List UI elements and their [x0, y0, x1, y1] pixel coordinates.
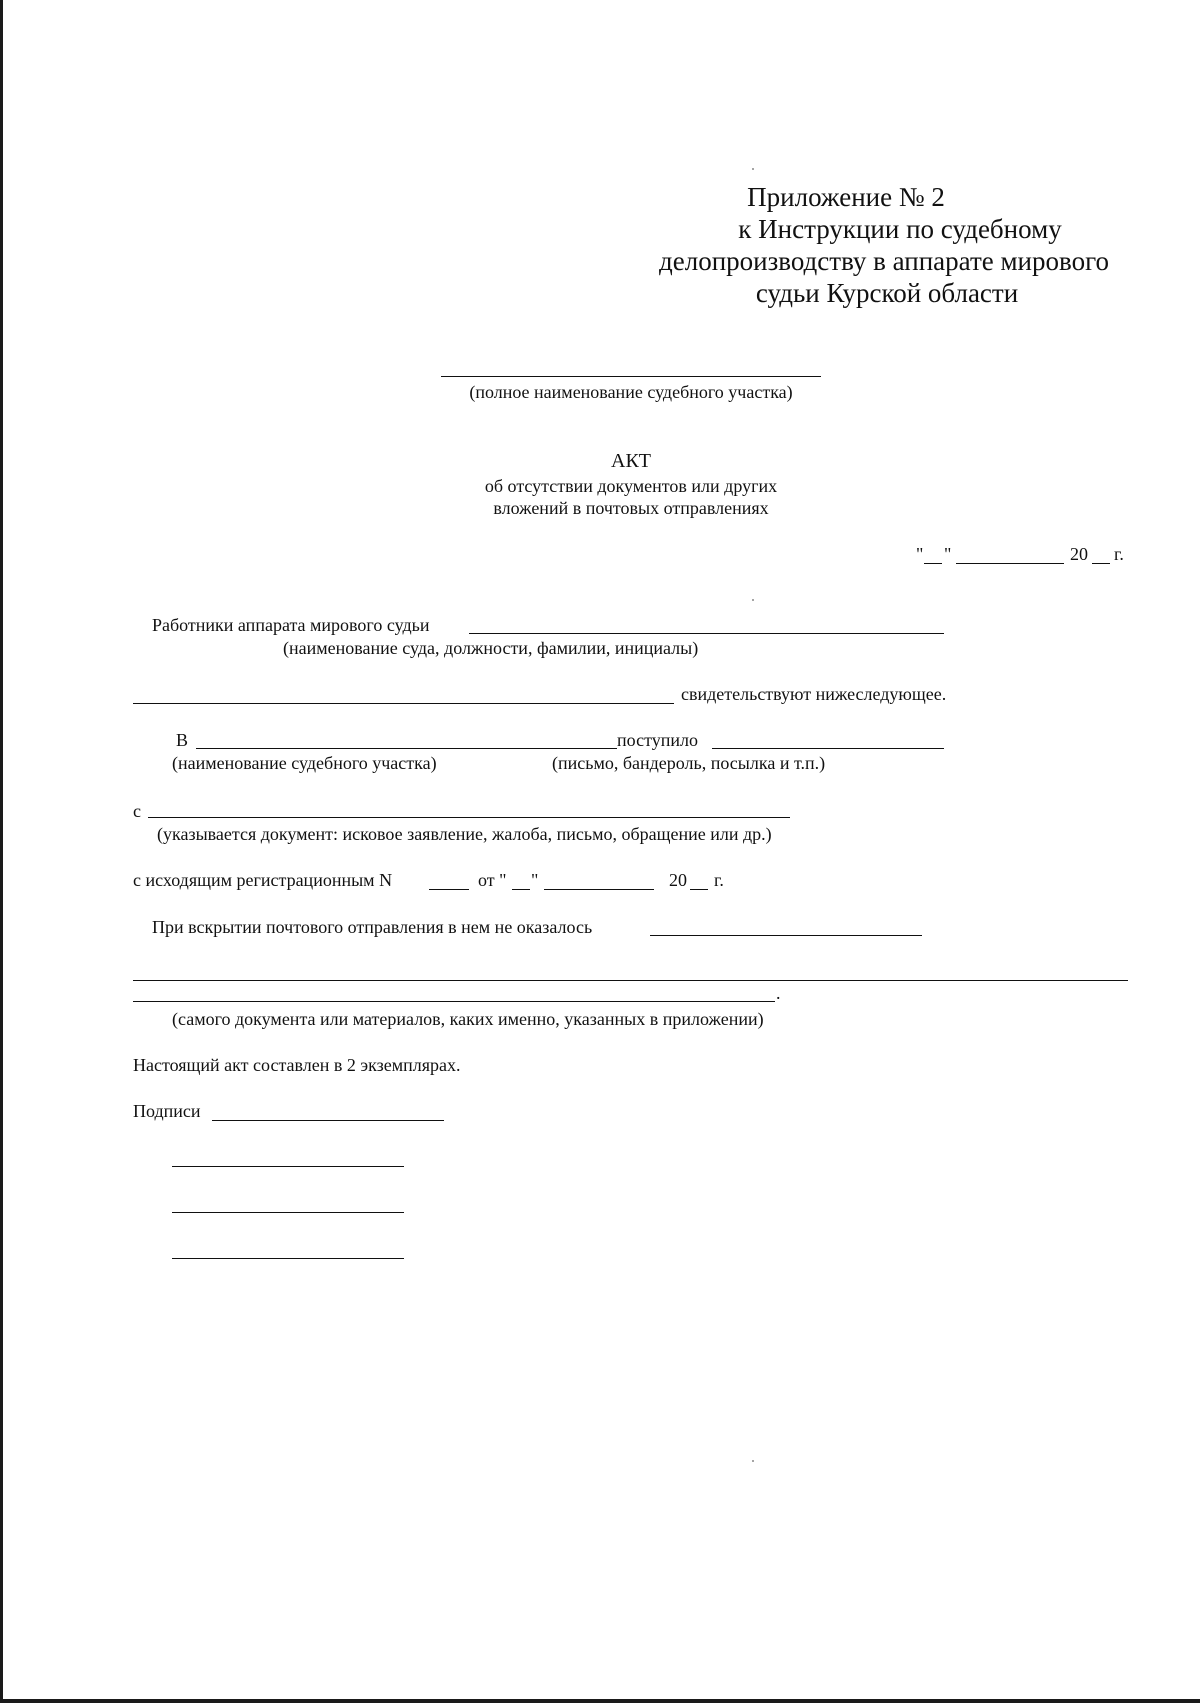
signature-line-1 — [212, 1120, 444, 1121]
outgoing-month-blank — [544, 889, 654, 890]
received-caption-left: (наименование судебного участка) — [172, 753, 437, 773]
outgoing-number-blank — [429, 889, 469, 890]
outgoing-year-prefix: 20 — [669, 870, 687, 890]
signature-line-4 — [172, 1258, 404, 1259]
document-caption: (указывается документ: исковое заявление, жалоба, письмо, обращение или др.) — [157, 824, 772, 844]
missing-blank-2 — [133, 980, 1128, 981]
date-year-prefix: 20 — [1070, 544, 1088, 564]
appendix-number: Приложение № 2 — [747, 182, 945, 212]
court-section-blank — [196, 748, 617, 749]
workers-blank-2 — [133, 703, 674, 704]
appendix-line-3: делопроизводству в аппарате мирового — [659, 246, 1109, 276]
missing-label: При вскрытии почтового отправления в нем не оказалось — [152, 917, 593, 937]
received-mid: поступило — [617, 730, 698, 750]
page-left-edge — [0, 0, 3, 1703]
outgoing-day-blank — [512, 889, 530, 890]
signatures-label: Подписи — [133, 1101, 201, 1121]
appendix-line-4: судьи Курской области — [755, 278, 1019, 308]
received-prefix: В — [176, 730, 189, 750]
act-subtitle-2: вложений в почтовых отправлениях — [493, 498, 769, 518]
outgoing-year-suffix: г. — [714, 870, 724, 890]
date-month-blank — [956, 563, 1064, 564]
scan-speck — [752, 168, 754, 170]
signature-line-3 — [172, 1212, 404, 1213]
copies-statement: Настоящий акт составлен в 2 экземплярах. — [133, 1055, 461, 1075]
date-year-suffix: г. — [1114, 544, 1124, 564]
date-year-blank — [1092, 563, 1110, 564]
testify-text: свидетельствуют нижеследующее. — [681, 684, 947, 704]
received-caption-right: (письмо, бандероль, посылка и т.п.) — [552, 753, 826, 773]
with-doc-prefix: с — [133, 801, 141, 821]
date-day-blank — [924, 563, 942, 564]
scan-speck — [752, 599, 754, 601]
appendix-line-2: к Инструкции по судебному — [738, 214, 1062, 244]
outgoing-quote-close: " — [531, 870, 539, 890]
workers-caption: (наименование суда, должности, фамилии, инициалы) — [283, 638, 699, 658]
scan-speck — [752, 1460, 754, 1462]
court-name-blank — [441, 376, 821, 377]
missing-caption: (самого документа или материалов, каких именно, указанных в приложении) — [172, 1009, 764, 1029]
missing-end-mark: . — [776, 983, 781, 1003]
act-subtitle-1: об отсутствии документов или других — [484, 476, 778, 496]
missing-blank — [650, 935, 922, 936]
signature-line-2 — [172, 1166, 404, 1167]
document-blank — [148, 817, 790, 818]
page-bottom-edge — [0, 1699, 1200, 1703]
missing-blank-3 — [133, 1001, 775, 1002]
item-type-blank — [712, 748, 944, 749]
date-quote-close: " — [944, 544, 952, 564]
act-title: АКТ — [611, 450, 651, 472]
outgoing-from: от " — [478, 870, 507, 890]
outgoing-year-blank — [690, 889, 708, 890]
date-quote-open: " — [916, 544, 924, 564]
outgoing-label: с исходящим регистрационным N — [133, 870, 393, 890]
workers-blank — [469, 633, 944, 634]
court-name-caption: (полное наименование судебного участка) — [469, 382, 793, 402]
workers-label: Работники аппарата мирового судьи — [152, 615, 430, 635]
